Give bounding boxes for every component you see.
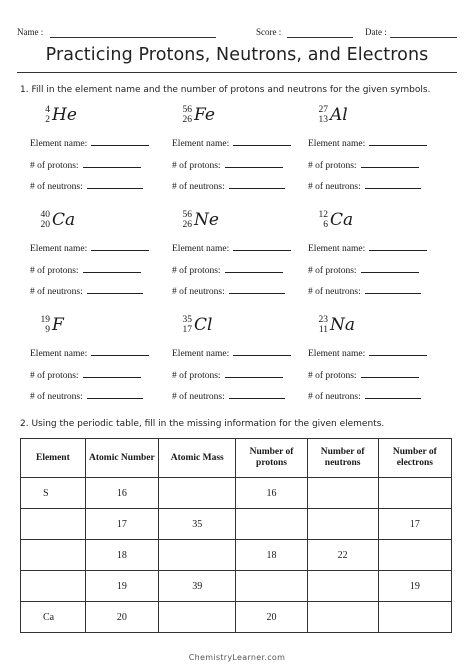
table-cell[interactable] — [307, 571, 378, 602]
table-cell: 19 — [378, 571, 451, 602]
protons-field — [30, 368, 141, 381]
protons-label: # of protons: — [172, 266, 221, 276]
neutrons-blank[interactable] — [87, 389, 143, 399]
protons-field — [172, 368, 283, 381]
neutrons-blank[interactable] — [365, 389, 421, 399]
table-cell[interactable] — [236, 509, 307, 540]
element-name-blank[interactable] — [91, 241, 149, 251]
table-cell[interactable] — [236, 571, 307, 602]
nuclide-symbol — [308, 313, 428, 343]
symbol-cell — [308, 103, 448, 203]
protons-label: # of protons: — [30, 266, 79, 276]
element-name-blank[interactable] — [91, 136, 149, 146]
symbol-cell — [308, 208, 448, 308]
col-header-protons: Number of protons — [236, 439, 307, 478]
atomic-number: 17 — [182, 325, 192, 335]
neutrons-field — [172, 179, 285, 192]
table-cell[interactable] — [307, 509, 378, 540]
neutrons-blank[interactable] — [229, 284, 285, 294]
protons-label: # of protons: — [172, 161, 221, 171]
table-cell: 16 — [85, 478, 158, 509]
table-cell: 35 — [158, 509, 235, 540]
element-name-blank[interactable] — [91, 346, 149, 356]
col-header-atomic-number: Atomic Number — [85, 439, 158, 478]
nuclide-symbol — [30, 313, 150, 343]
symbol-cell — [30, 313, 170, 413]
symbol-cell — [308, 313, 448, 413]
table-cell: 19 — [85, 571, 158, 602]
table-cell[interactable] — [158, 540, 235, 571]
neutrons-field — [30, 284, 143, 297]
score-line[interactable] — [287, 37, 353, 38]
protons-blank[interactable] — [83, 263, 141, 273]
col-header-atomic-mass: Atomic Mass — [158, 439, 235, 478]
atomic-number: 9 — [45, 325, 50, 335]
table-row — [21, 478, 452, 509]
neutrons-field — [172, 389, 285, 402]
element-name-blank[interactable] — [369, 241, 427, 251]
element-name-label: Element name: — [172, 139, 230, 149]
table-row — [21, 571, 452, 602]
table-cell[interactable] — [307, 478, 378, 509]
element-name-blank[interactable] — [369, 136, 427, 146]
table-cell: 20 — [85, 602, 158, 633]
element-name-field — [30, 241, 149, 254]
protons-field — [308, 158, 419, 171]
protons-field — [308, 368, 419, 381]
table-cell[interactable] — [378, 602, 451, 633]
element-name-blank[interactable] — [233, 346, 291, 356]
protons-label: # of protons: — [308, 371, 357, 381]
table-row — [21, 602, 452, 633]
atomic-number: 26 — [182, 220, 192, 230]
table-row — [21, 540, 452, 571]
table-cell[interactable] — [378, 540, 451, 571]
neutrons-blank[interactable] — [229, 179, 285, 189]
protons-blank[interactable] — [225, 263, 283, 273]
symbol-cell — [30, 208, 170, 308]
footer-credit: ChemistryLearner.com — [188, 653, 286, 662]
atomic-number: 26 — [182, 115, 192, 125]
name-line[interactable] — [50, 37, 216, 38]
element-name-field — [30, 346, 149, 359]
mass-number: 4 — [45, 105, 50, 115]
table-cell: 22 — [307, 540, 378, 571]
page-title: Practicing Protons, Neutrons, and Electrons — [45, 45, 429, 65]
table-cell[interactable] — [21, 509, 86, 540]
neutrons-blank[interactable] — [365, 179, 421, 189]
score-label: Score : — [256, 27, 282, 37]
neutrons-label: # of neutrons: — [30, 182, 83, 192]
table-cell[interactable] — [21, 540, 86, 571]
neutrons-label: # of neutrons: — [172, 287, 225, 297]
table-cell: Ca — [21, 602, 86, 633]
element-name-field — [172, 136, 291, 149]
neutrons-field — [30, 179, 143, 192]
element-name-field — [172, 241, 291, 254]
protons-blank[interactable] — [225, 158, 283, 168]
nuclide-symbol — [172, 103, 292, 133]
neutrons-blank[interactable] — [365, 284, 421, 294]
element-symbol: Ne — [194, 210, 219, 230]
atomic-number: 11 — [318, 325, 328, 335]
table-cell: 18 — [236, 540, 307, 571]
symbol-cell — [30, 103, 170, 203]
element-name-field — [172, 346, 291, 359]
element-symbol: Na — [330, 315, 356, 335]
protons-field — [30, 158, 141, 171]
protons-label: # of protons: — [30, 161, 79, 171]
protons-field — [172, 263, 283, 276]
table-row — [21, 509, 452, 540]
protons-label: # of protons: — [30, 371, 79, 381]
atomic-number: 6 — [323, 220, 328, 230]
protons-field — [308, 263, 419, 276]
table-cell: 16 — [236, 478, 307, 509]
table-cell[interactable] — [21, 571, 86, 602]
protons-blank[interactable] — [361, 368, 419, 378]
nuclide-symbol — [30, 103, 150, 133]
neutrons-blank[interactable] — [229, 389, 285, 399]
col-header-neutrons: Number of neutrons — [307, 439, 378, 478]
element-name-label: Element name: — [308, 244, 366, 254]
protons-label: # of protons: — [172, 371, 221, 381]
table-cell: 18 — [85, 540, 158, 571]
element-symbol: Ca — [330, 210, 354, 230]
nuclide-symbol — [172, 208, 292, 238]
element-symbol: F — [52, 315, 64, 335]
element-name-label: Element name: — [308, 139, 366, 149]
table-cell[interactable] — [378, 478, 451, 509]
neutrons-field — [308, 389, 421, 402]
element-name-label: Element name: — [30, 349, 88, 359]
nuclide-symbol — [308, 208, 428, 238]
nuclide-symbol — [308, 103, 428, 133]
element-name-blank[interactable] — [369, 346, 427, 356]
neutrons-blank[interactable] — [87, 179, 143, 189]
mass-number: 56 — [182, 210, 192, 220]
element-name-field — [308, 136, 427, 149]
element-symbol: Cl — [194, 315, 213, 335]
worksheet-header — [0, 27, 474, 41]
protons-label: # of protons: — [308, 161, 357, 171]
atomic-number: 2 — [45, 115, 50, 125]
table-cell[interactable] — [307, 602, 378, 633]
mass-number: 56 — [182, 105, 192, 115]
atomic-number: 13 — [318, 115, 328, 125]
section2-instruction: 2. Using the periodic table, fill in the missing information for the given elements. — [20, 419, 385, 429]
neutrons-field — [172, 284, 285, 297]
protons-field — [172, 158, 283, 171]
atomic-number: 20 — [40, 220, 50, 230]
table-cell[interactable] — [158, 478, 235, 509]
neutrons-label: # of neutrons: — [30, 392, 83, 402]
nuclide-symbol — [172, 313, 292, 343]
table-header-row — [21, 439, 452, 478]
element-name-label: Element name: — [172, 349, 230, 359]
neutrons-label: # of neutrons: — [308, 392, 361, 402]
element-symbol: He — [52, 105, 77, 125]
table-cell: 17 — [85, 509, 158, 540]
title-divider — [17, 72, 457, 73]
protons-blank[interactable] — [83, 158, 141, 168]
element-name-label: Element name: — [172, 244, 230, 254]
element-name-label: Element name: — [308, 349, 366, 359]
table-cell: 17 — [378, 509, 451, 540]
name-label: Name : — [17, 27, 44, 37]
mass-number: 12 — [318, 210, 328, 220]
col-header-element: Element — [21, 439, 86, 478]
table-cell: 39 — [158, 571, 235, 602]
neutrons-field — [308, 284, 421, 297]
protons-blank[interactable] — [361, 263, 419, 273]
neutrons-field — [308, 179, 421, 192]
table-cell[interactable] — [158, 602, 235, 633]
mass-number: 23 — [318, 315, 328, 325]
protons-field — [30, 263, 141, 276]
section1-instruction: 1. Fill in the element name and the number of protons and neutrons for the given symbols. — [20, 85, 431, 95]
date-line[interactable] — [390, 37, 457, 38]
element-symbol: Fe — [194, 105, 215, 125]
element-name-field — [308, 241, 427, 254]
protons-blank[interactable] — [225, 368, 283, 378]
neutrons-label: # of neutrons: — [172, 392, 225, 402]
element-table — [20, 438, 452, 633]
neutrons-label: # of neutrons: — [172, 182, 225, 192]
element-name-field — [308, 346, 427, 359]
table-cell: S — [21, 478, 86, 509]
nuclide-symbol — [30, 208, 150, 238]
mass-number: 35 — [182, 315, 192, 325]
neutrons-label: # of neutrons: — [30, 287, 83, 297]
element-name-field — [30, 136, 149, 149]
mass-number: 27 — [318, 105, 328, 115]
element-name-blank[interactable] — [233, 241, 291, 251]
element-name-label: Element name: — [30, 139, 88, 149]
table-cell: 20 — [236, 602, 307, 633]
element-name-blank[interactable] — [233, 136, 291, 146]
col-header-electrons: Number of electrons — [378, 439, 451, 478]
mass-number: 19 — [40, 315, 50, 325]
element-symbol: Al — [330, 105, 348, 125]
neutrons-label: # of neutrons: — [308, 287, 361, 297]
symbol-cell — [172, 313, 312, 413]
mass-number: 40 — [40, 210, 50, 220]
protons-blank[interactable] — [361, 158, 419, 168]
neutrons-label: # of neutrons: — [308, 182, 361, 192]
neutrons-blank[interactable] — [87, 284, 143, 294]
element-symbol: Ca — [52, 210, 76, 230]
neutrons-field — [30, 389, 143, 402]
protons-label: # of protons: — [308, 266, 357, 276]
symbol-cell — [172, 208, 312, 308]
symbol-cell — [172, 103, 312, 203]
protons-blank[interactable] — [83, 368, 141, 378]
date-label: Date : — [365, 27, 387, 37]
element-name-label: Element name: — [30, 244, 88, 254]
